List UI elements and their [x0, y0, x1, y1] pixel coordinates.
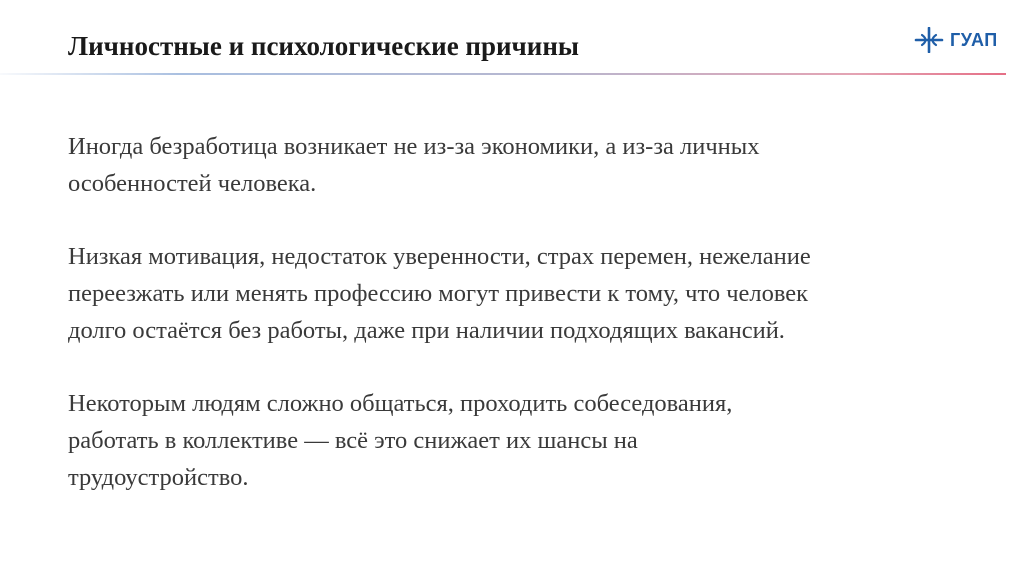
guap-emblem-icon [914, 27, 944, 53]
paragraph-line: трудоустройство. [68, 464, 249, 491]
paragraph-line: Иногда безработица возникает не из-за экономики, а из-за личных [68, 133, 760, 160]
slide-title: Личностные и психологические причины [68, 31, 579, 61]
paragraph-line: особенностей человека. [68, 170, 317, 197]
paragraph-line: переезжать или менять профессию могут привести к тому, что человек [68, 280, 809, 307]
slide-body [68, 128, 968, 532]
paragraph-line: долго остаётся без работы, даже при наличии подходящих вакансий. [68, 317, 785, 344]
logo-text: ГУАП [950, 30, 998, 50]
paragraph-3 [68, 385, 968, 496]
paragraph-line: Низкая мотивация, недостаток уверенности, страх перемен, нежелание [68, 243, 811, 270]
paragraph-2 [68, 238, 968, 349]
guap-logo [914, 26, 1014, 54]
header-divider [0, 73, 1006, 75]
paragraph-1 [68, 128, 968, 202]
paragraph-line: работать в коллективе — всё это снижает их шансы на [68, 427, 638, 454]
paragraph-line: Некоторым людям сложно общаться, проходить собеседования, [68, 390, 733, 417]
